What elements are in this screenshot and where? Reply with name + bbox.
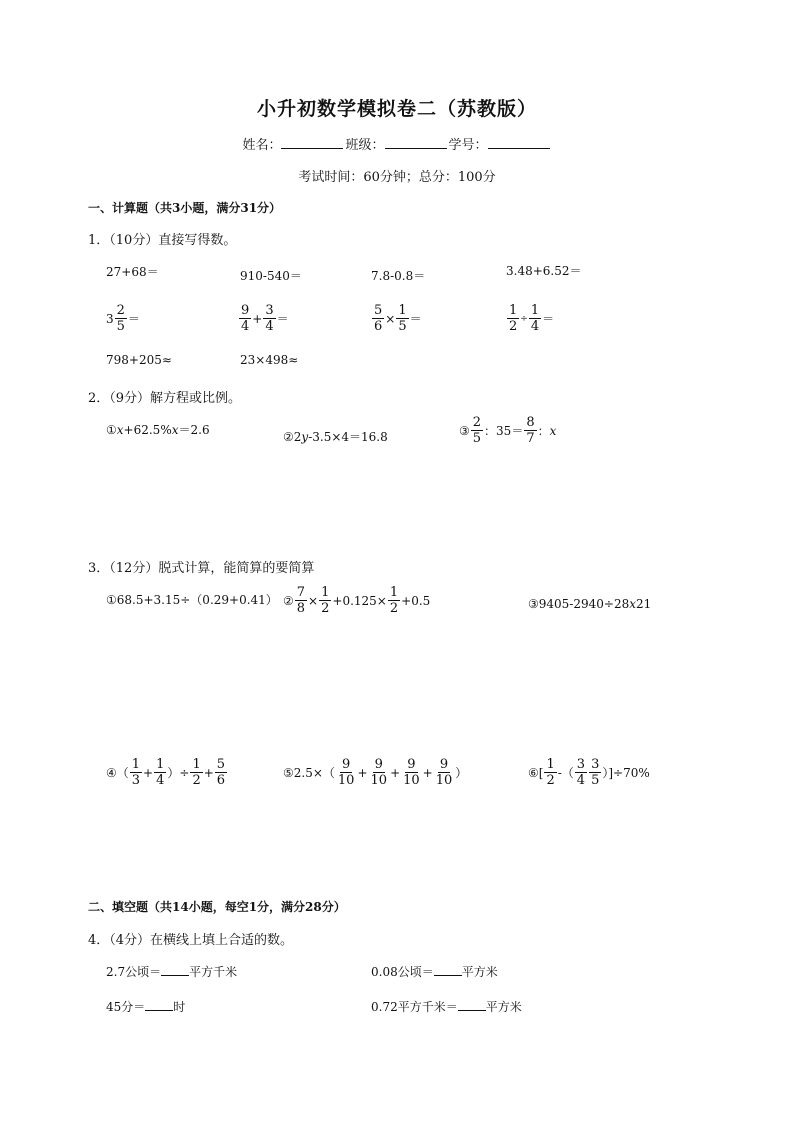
q1-item-10: 23×498≈ — [240, 353, 299, 367]
equals: ＝ — [127, 312, 140, 326]
q3-item-b: ② $\frac{7}{8}$ × $\frac{1}{2}$ +0.125× $\frac{1}{2}$ +0.5 — [283, 585, 431, 616]
q3-item-f: ⑥[ $\frac{1}{2}$ -（ $\frac{3}{4}$ $\frac{3}{5}$ ）]÷70% — [528, 757, 650, 788]
section1-heading: 一、计算题（共3小题，满分31分） — [88, 201, 282, 215]
fraction: $\frac{3}{4}$ — [576, 757, 586, 788]
answer-blank[interactable] — [434, 965, 462, 976]
equals: ＝ — [542, 312, 555, 326]
fraction: $\frac{1}{2}$ — [509, 303, 518, 334]
answer-blank[interactable] — [161, 965, 189, 976]
q1-item-6 — [238, 303, 289, 334]
id-label: 学号： — [448, 138, 488, 153]
q4-item-a: 2.7公顷＝ 平方千米 — [106, 965, 238, 979]
fraction: $\frac{9}{10}$ — [435, 757, 453, 788]
q2-item-b: ②2y-3.5×4＝16.8 — [283, 430, 388, 444]
q3-item-e: ⑤2.5×（ $\frac{9}{10}$ + $\frac{9}{10}$ + $\frac{9}{10}$ + $\frac{9}{10}$ ） — [283, 757, 468, 788]
q1-item-2: 910-540＝ — [240, 269, 302, 283]
fraction: $\frac{9}{10}$ — [370, 757, 388, 788]
fraction: $\frac{7}{8}$ — [296, 585, 306, 616]
class-label: 班级： — [345, 138, 385, 153]
q2-item-a: ①x+62.5%x＝2.6 — [106, 423, 210, 437]
fraction: $\frac{1}{3}$ — [131, 757, 141, 788]
q3-item-c: ③9405-2940÷28x21 — [528, 597, 652, 611]
fraction: $\frac{9}{10}$ — [403, 757, 420, 788]
q3-label: 3．（12分）脱式计算，能简算的要简算 — [88, 561, 315, 576]
name-label: 姓名： — [242, 138, 282, 153]
fraction: $\frac{3}{5}$ — [591, 757, 600, 788]
fraction: $\frac{1}{2}$ — [192, 757, 201, 788]
fraction: $\frac{1}{2}$ — [389, 585, 399, 616]
answer-blank[interactable] — [458, 1000, 486, 1011]
q2-label: 2．（9分）解方程或比例。 — [88, 391, 242, 406]
equals: ＝ — [409, 312, 422, 326]
fraction: $\frac{1}{2}$ — [546, 757, 555, 788]
fraction: $\frac{8}{7}$ — [526, 415, 535, 446]
fraction: $\frac{9}{10}$ — [337, 757, 355, 788]
q1-label: 1．（10分）直接写得数。 — [88, 233, 237, 248]
exam-time: 考试时间：60分钟；总分：100分 — [298, 170, 496, 185]
equals: ＝ — [276, 312, 289, 326]
fraction: $\frac{2}{5}$ — [472, 415, 482, 446]
fraction: $\frac{2}{5}$ — [116, 303, 125, 334]
fraction: $\frac{5}{6}$ — [216, 757, 226, 788]
fraction: $\frac{3}{4}$ — [265, 303, 274, 334]
section2-heading: 二、填空题（共14小题，每空1分，满分28分） — [88, 900, 346, 914]
fraction: $\frac{1}{4}$ — [156, 757, 165, 788]
q3-item-a: ①68.5+3.15÷（0.29+0.41） — [106, 593, 278, 607]
fraction: $\frac{9}{4}$ — [241, 303, 250, 334]
class-blank — [385, 136, 447, 149]
q1-item-5 — [106, 303, 140, 334]
student-info-line — [0, 134, 794, 153]
page-title: 小升初数学模拟卷二（苏教版） — [256, 98, 537, 120]
q4-item-d: 0.72平方千米＝ 平方米 — [371, 1000, 522, 1014]
q1-item-8 — [506, 303, 554, 334]
id-blank — [488, 136, 550, 149]
q4-item-c: 45分＝ 时 — [106, 1000, 186, 1014]
name-blank — [281, 136, 343, 149]
q4-item-b: 0.08公顷＝ 平方米 — [371, 965, 498, 979]
operator: + — [252, 311, 263, 326]
operator: ÷ — [520, 313, 528, 324]
fraction: $\frac{1}{4}$ — [530, 303, 540, 334]
q4-label: 4．（4分）在横线上填上合适的数。 — [88, 933, 294, 948]
q2-item-c: ③ $\frac{2}{5}$ ：35＝ $\frac{8}{7}$ ： x — [459, 415, 557, 446]
q1-item-4: 3.48+6.52＝ — [506, 264, 582, 278]
q1-item-9: 798+205≈ — [106, 353, 172, 367]
fraction: $\frac{1}{5}$ — [398, 303, 407, 334]
q1-item-3: 7.8-0.8＝ — [371, 269, 426, 283]
fraction: $\frac{5}{6}$ — [374, 303, 383, 334]
answer-blank[interactable] — [145, 1000, 173, 1011]
operator: × — [385, 311, 396, 326]
whole-number: 3 — [106, 311, 114, 326]
q1-item-7 — [371, 303, 422, 334]
q1-item-1: 27+68＝ — [106, 265, 159, 279]
q3-item-d: ④（ $\frac{1}{3}$ + $\frac{1}{4}$ ）÷ $\frac{1}{2}$ + $\frac{5}{6}$ — [106, 757, 226, 788]
fraction: $\frac{1}{2}$ — [321, 585, 330, 616]
